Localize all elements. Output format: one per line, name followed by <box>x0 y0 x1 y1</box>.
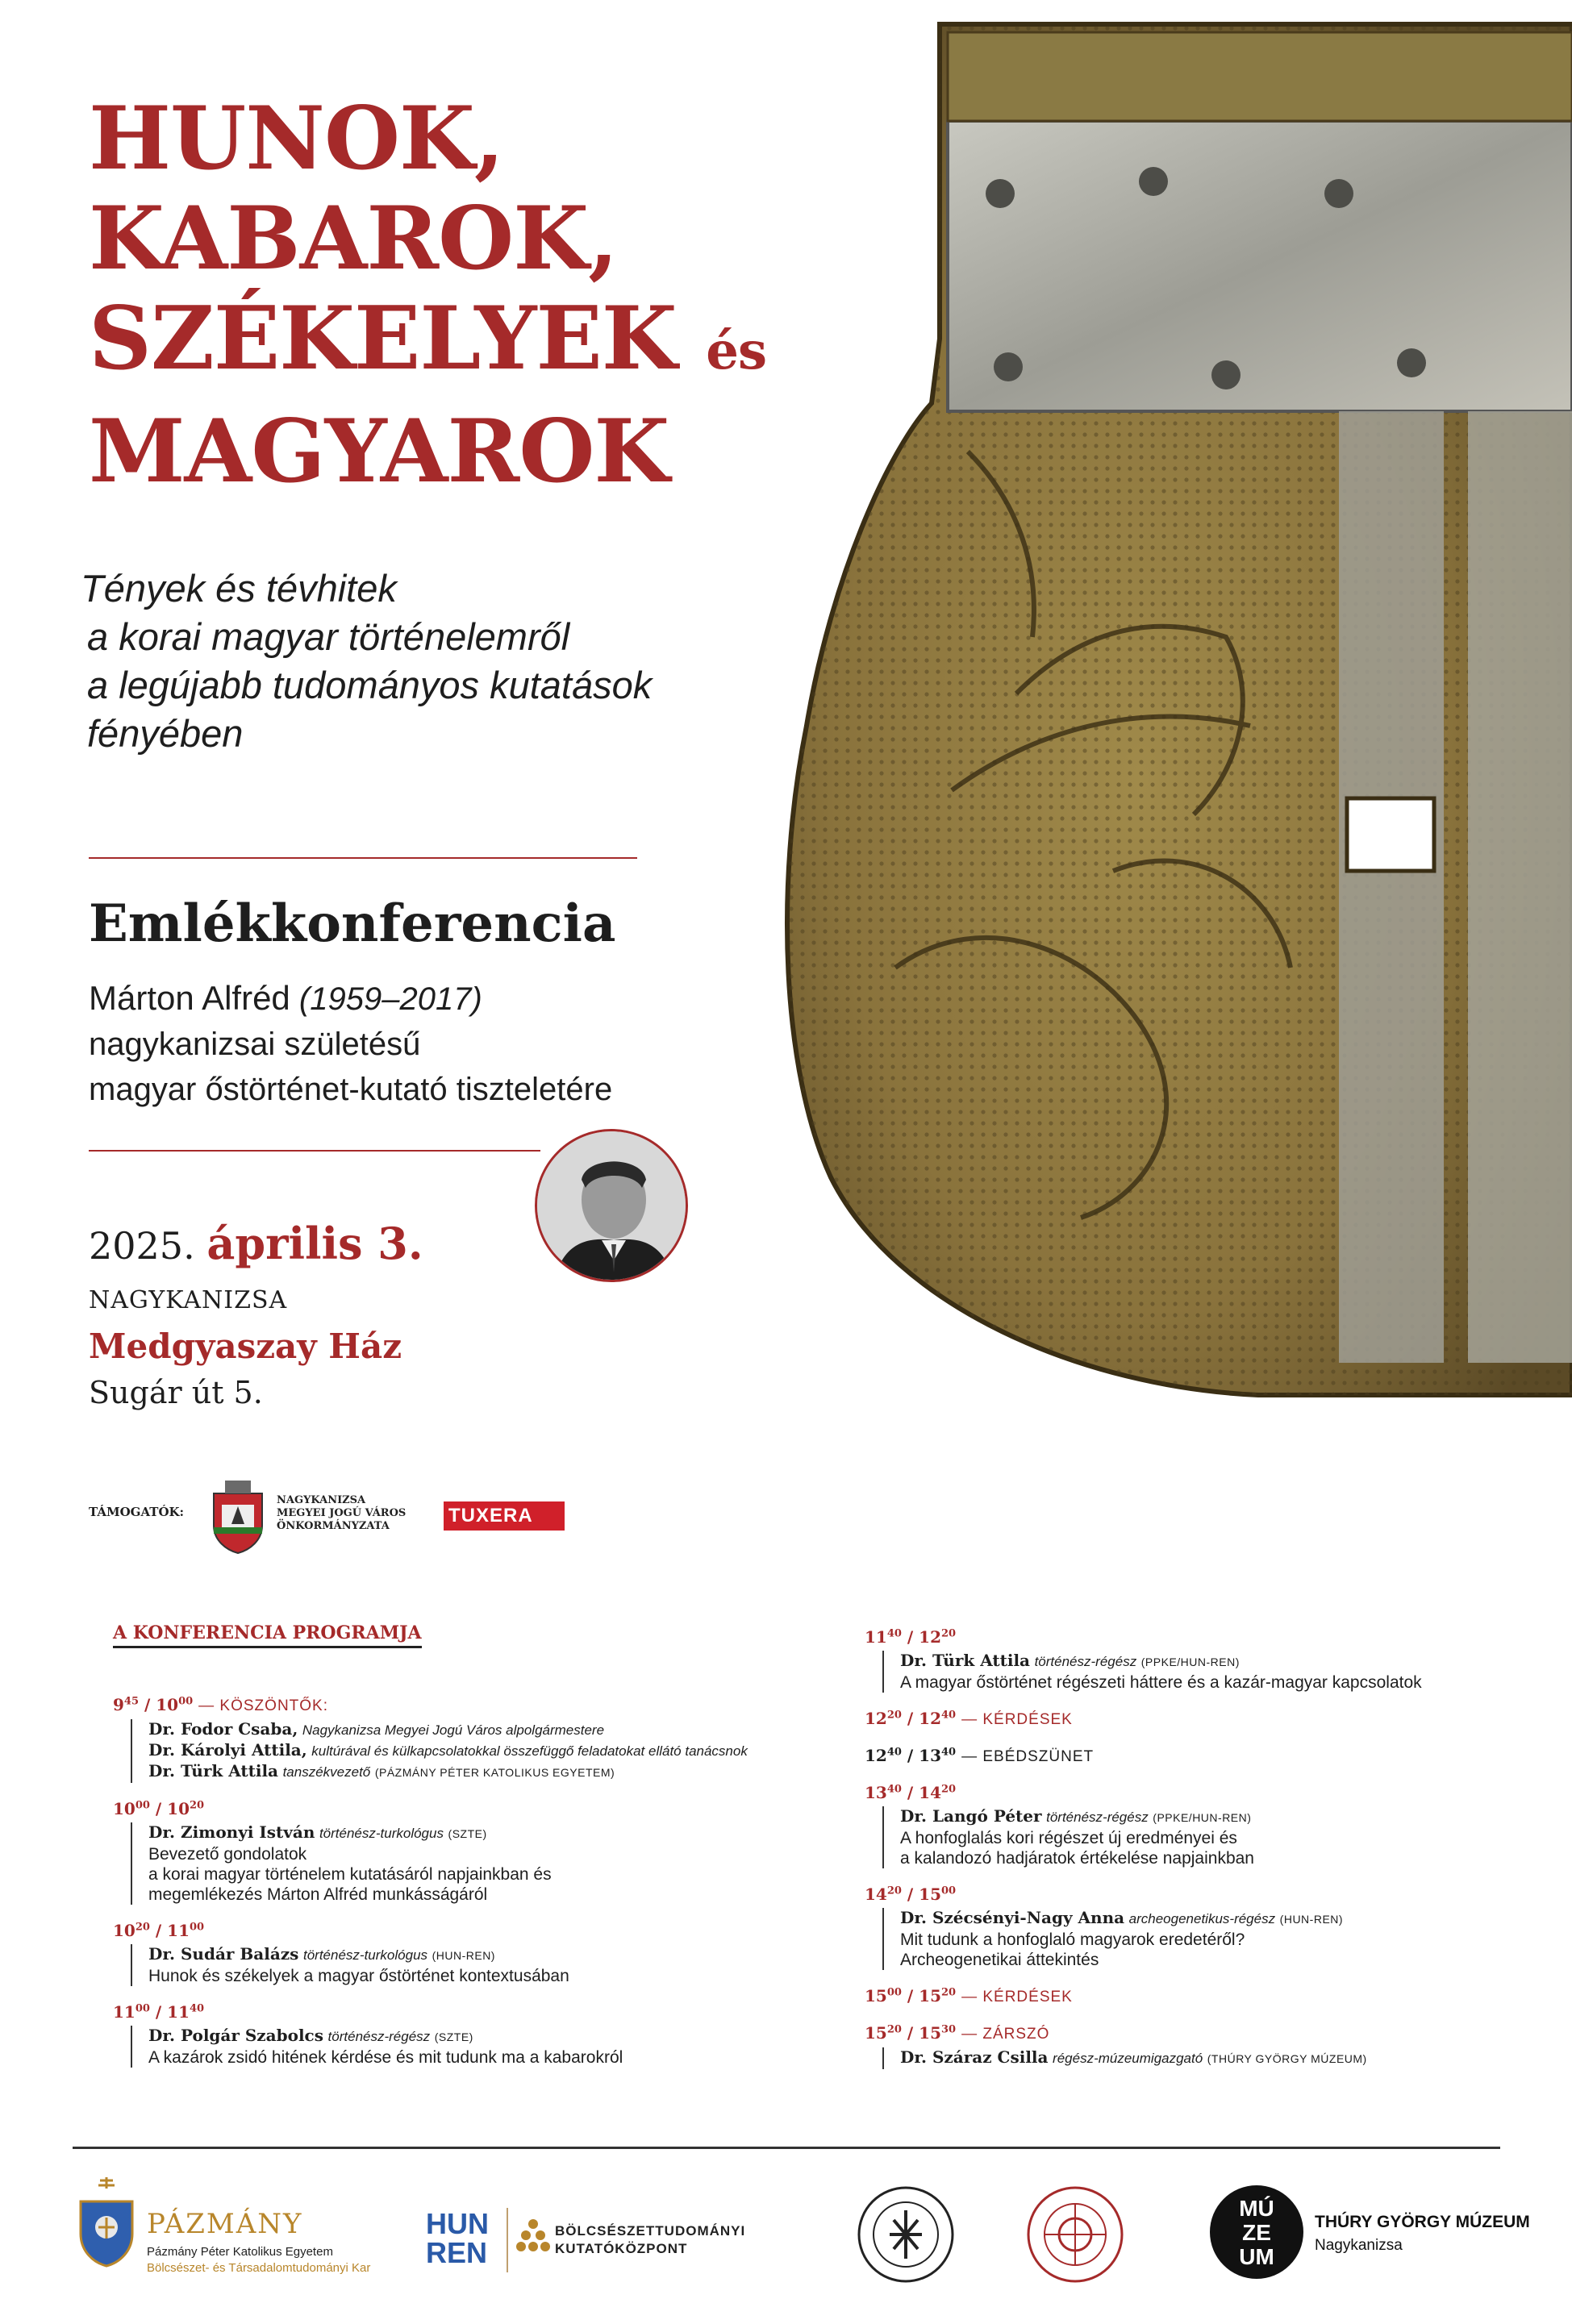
tuxera-logo: TUXERA <box>444 1501 565 1531</box>
time-end-hour: 13 <box>919 1746 942 1765</box>
speaker-line <box>148 2026 839 2047</box>
session-time <box>865 1885 1526 1905</box>
talk-title-line: a korai magyar történelem kutatásáról napjainkban és <box>148 1865 552 1884</box>
talk-title-line: Bevezető gondolatok <box>148 1845 307 1864</box>
time-end-min: 30 <box>941 2023 957 2036</box>
session-details <box>131 2026 839 2068</box>
speaker-role: Nagykanizsa Megyei Jogú Város alpolgármestere <box>302 1722 605 1738</box>
speaker-org: (THÚRY GYÖRGY MÚZEUM) <box>1207 2052 1367 2065</box>
speaker-role: történész-turkológus <box>303 1947 428 1963</box>
time-start-hour: 10 <box>113 1921 136 1940</box>
poster-title <box>89 89 815 502</box>
speaker-org: (PPKE/HUN-REN) <box>1153 1811 1252 1824</box>
divider-bottom <box>89 1150 540 1152</box>
talk-title-line: A honfoglalás kori régészet új eredményei és <box>900 1829 1237 1847</box>
btk-name: BÖLCSÉSZETTUDOMÁNYI KUTATÓKÖZPONT <box>555 2223 746 2256</box>
honoree-name: Márton Alfréd <box>89 979 290 1017</box>
session-details <box>131 1719 839 1783</box>
speaker-org: (PPKE/HUN-REN) <box>1140 1656 1240 1668</box>
speaker-role: történész-régész <box>327 2029 431 2044</box>
time-start-hour: 12 <box>865 1709 887 1728</box>
museum-logo-mark: MÚ ZE UM <box>1210 2185 1303 2279</box>
ppke-institute-seal-icon <box>855 2184 957 2285</box>
speaker-line <box>148 1719 839 1740</box>
time-end-min: 00 <box>190 1921 205 1934</box>
time-start-hour: 13 <box>865 1783 887 1802</box>
honoree-line-3: magyar őstörténet-kutató tiszteletére <box>89 1072 613 1107</box>
title-line-1: HUNOK, <box>89 88 504 190</box>
program-title: A KONFERENCIA PROGRAMJA <box>113 1622 422 1648</box>
honoree-years: (1959–2017) <box>298 981 482 1017</box>
research-center-seal-icon <box>1024 2184 1126 2285</box>
session-time <box>865 1627 1526 1647</box>
time-separator: / <box>149 2002 168 2022</box>
time-start-hour: 11 <box>113 2002 136 2022</box>
session-label: — KÉRDÉSEK <box>961 1989 1073 2005</box>
time-separator: / <box>901 1746 919 1765</box>
speaker-role: archeogenetikus-régész <box>1128 1911 1276 1926</box>
speaker-line <box>900 1908 1526 1930</box>
museum-name: THÚRY GYÖRGY MÚZEUM <box>1315 2213 1530 2231</box>
speaker-name: Dr. Száraz Csilla <box>900 2047 1049 2067</box>
session-time <box>865 1709 1526 1730</box>
speaker-role: történész-régész <box>1046 1810 1149 1825</box>
nagykanizsa-crest-icon <box>206 1477 270 1554</box>
speaker-org: (HUN-REN) <box>1279 1913 1344 1926</box>
time-end-hour: 15 <box>919 1885 942 1904</box>
time-start-hour: 11 <box>865 1627 887 1647</box>
time-end-min: 20 <box>190 1799 205 1812</box>
event-street: Sugár út 5. <box>89 1375 263 1410</box>
session-time <box>865 2023 1526 2044</box>
speaker-name: Dr. Türk Attila <box>900 1651 1031 1670</box>
session-details <box>882 1806 1526 1868</box>
time-end-hour: 10 <box>156 1695 179 1714</box>
speaker-name: Dr. Türk Attila <box>148 1761 279 1780</box>
title-line-2: KABAROK, <box>89 188 618 289</box>
btk-mark-icon <box>516 2209 550 2274</box>
title-line-3: SZÉKELYEK és <box>89 288 767 389</box>
session-details <box>882 2047 1526 2069</box>
time-start-min: 40 <box>886 1746 902 1759</box>
time-end-min: 00 <box>178 1695 194 1708</box>
event-city: NAGYKANIZSA <box>89 1286 288 1314</box>
time-start-min: 45 <box>123 1695 140 1708</box>
speaker-line <box>900 1651 1526 1672</box>
footer-divider <box>73 2147 1500 2149</box>
speaker-name: Dr. Szécsényi-Nagy Anna <box>900 1908 1125 1927</box>
ppke-logo-name: PÁZMÁNY <box>147 2208 303 2240</box>
time-start-hour: 14 <box>865 1885 887 1904</box>
title-line-4: MAGYAROK <box>89 401 669 502</box>
talk-title-line: Hunok és székelyek a magyar őstörténet kontextusában <box>148 1967 569 1985</box>
speaker-name: Dr. Sudár Balázs <box>148 1944 299 1964</box>
speaker-line <box>148 1740 839 1761</box>
time-end-min: 40 <box>941 1709 957 1722</box>
session-label: — KÉRDÉSEK <box>961 1711 1073 1728</box>
talk-title-line: Mit tudunk a honfoglaló magyarok eredetéről? <box>900 1930 1245 1949</box>
time-end-hour: 11 <box>167 1921 190 1940</box>
speaker-name: Dr. Károlyi Attila, <box>148 1740 307 1760</box>
session-time <box>113 1921 839 1941</box>
divider-top <box>89 857 637 859</box>
session-label: — KÖSZÖNTŐK: <box>198 1697 329 1714</box>
session-details <box>131 1822 839 1905</box>
time-separator: / <box>901 1783 919 1802</box>
time-end-hour: 14 <box>919 1783 942 1802</box>
session-details <box>882 1908 1526 1970</box>
speaker-role: régész-múzeumigazgató <box>1053 2051 1203 2066</box>
speaker-name: Dr. Zimonyi István <box>148 1822 315 1842</box>
time-separator: / <box>901 1986 919 2005</box>
speaker-role: tanszékvezető <box>282 1764 371 1780</box>
time-start-min: 00 <box>135 2002 150 2015</box>
time-end-min: 20 <box>941 1986 957 1999</box>
time-end-hour: 15 <box>919 1986 942 2005</box>
program-column-right <box>865 1627 1526 2069</box>
time-end-hour: 11 <box>167 2002 190 2022</box>
time-start-hour: 10 <box>113 1799 136 1818</box>
speaker-line <box>148 1761 839 1783</box>
time-start-min: 40 <box>886 1783 902 1796</box>
ppke-crest-icon <box>74 2177 139 2274</box>
speaker-org: (HUN-REN) <box>432 1949 495 1962</box>
time-end-hour: 12 <box>919 1709 942 1728</box>
session-time <box>865 1783 1526 1803</box>
event-venue: Medgyaszay Ház <box>89 1327 402 1366</box>
ppke-university-name: Pázmány Péter Katolikus Egyetem <box>147 2245 333 2259</box>
speaker-name: Dr. Langó Péter <box>900 1806 1042 1826</box>
time-separator: / <box>901 1709 919 1728</box>
time-end-hour: 12 <box>919 1627 942 1647</box>
session-time <box>113 1695 839 1716</box>
museum-city: Nagykanizsa <box>1315 2237 1403 2254</box>
talk-title-line: a kalandozó hadjáratok értékelése napjainkban <box>900 1849 1254 1868</box>
time-end-min: 40 <box>190 2002 205 2015</box>
session-details <box>131 1944 839 1986</box>
time-start-min: 40 <box>886 1627 902 1640</box>
speaker-org: (SZTE) <box>434 2030 473 2043</box>
time-end-hour: 15 <box>919 2023 942 2043</box>
speaker-role: történész-régész <box>1034 1654 1137 1669</box>
time-separator: / <box>901 2023 919 2043</box>
session-time <box>113 2002 839 2022</box>
talk-title-line: A kazárok zsidó hitének kérdése és mit tudunk ma a kabarokról <box>148 2048 623 2067</box>
city-sponsor-name: NAGYKANIZSA MEGYEI JOGÚ VÁROS ÖNKORMÁNYZATA <box>277 1494 407 1532</box>
speaker-name: Dr. Polgár Szabolcs <box>148 2026 323 2045</box>
hunren-separator <box>507 2208 508 2272</box>
speaker-name: Dr. Fodor Csaba, <box>148 1719 298 1739</box>
poster-subtitle: Tények és tévhitek a korai magyar történelemről a legújabb tudományos kutatások fényében <box>81 567 653 755</box>
speaker-org: (PÁZMÁNY PÉTER KATOLIKUS EGYETEM) <box>374 1766 615 1779</box>
sabretache-plate-image <box>774 0 1572 1419</box>
honoree-portrait <box>535 1129 688 1282</box>
talk-title-line: A magyar őstörténet régészeti háttere és a kazár-magyar kapcsolatok <box>900 1673 1422 1692</box>
session-time <box>113 1799 839 1819</box>
session-label: — EBÉDSZÜNET <box>961 1748 1095 1765</box>
time-end-min: 40 <box>941 1746 957 1759</box>
conference-title: Emlékkonferencia <box>89 893 616 954</box>
hunren-logo: HUN REN <box>426 2207 489 2269</box>
time-start-hour: 12 <box>865 1746 887 1765</box>
time-start-min: 20 <box>135 1921 150 1934</box>
session-time <box>865 1986 1526 2007</box>
time-start-min: 20 <box>886 2023 902 2036</box>
time-separator: / <box>901 1885 919 1904</box>
speaker-role: kultúrával és külkapcsolatokkal összefüggő feladatokat ellátó tanácsnok <box>311 1743 748 1759</box>
program-column-left <box>113 1695 839 2068</box>
honoree-block <box>89 976 612 1112</box>
time-start-hour: 15 <box>865 2023 887 2043</box>
session-label: — ZÁRSZÓ <box>961 2026 1050 2043</box>
time-separator: / <box>149 1921 168 1940</box>
speaker-line <box>148 1822 839 1844</box>
talk-title-line: Archeogenetikai áttekintés <box>900 1951 1099 1969</box>
session-details <box>882 1651 1526 1693</box>
time-separator: / <box>901 1627 919 1647</box>
time-start-hour: 9 <box>113 1695 124 1714</box>
speaker-line <box>148 1944 839 1966</box>
ppke-faculty-name: Bölcsészet- és Társadalomtudományi Kar <box>147 2261 371 2275</box>
time-start-hour: 15 <box>865 1986 887 2005</box>
time-end-min: 00 <box>941 1885 957 1897</box>
event-date: 2025. április 3. <box>89 1218 423 1269</box>
time-separator: / <box>149 1799 168 1818</box>
sponsors-label: TÁMOGATÓK: <box>89 1505 185 1519</box>
time-end-hour: 10 <box>167 1799 190 1818</box>
speaker-line <box>900 2047 1526 2069</box>
honoree-line-2: nagykanizsai születésű <box>89 1027 421 1062</box>
time-start-min: 20 <box>886 1709 902 1722</box>
time-separator: / <box>139 1695 156 1714</box>
speaker-org: (SZTE) <box>448 1827 487 1840</box>
speaker-role: történész-turkológus <box>319 1826 444 1841</box>
time-start-min: 00 <box>135 1799 150 1812</box>
speaker-line <box>900 1806 1526 1828</box>
time-end-min: 20 <box>941 1627 957 1640</box>
time-start-min: 20 <box>886 1885 902 1897</box>
time-end-min: 20 <box>941 1783 957 1796</box>
time-start-min: 00 <box>886 1986 902 1999</box>
session-time <box>865 1746 1526 1767</box>
talk-title-line: megemlékezés Márton Alfréd munkásságáról <box>148 1885 488 1904</box>
